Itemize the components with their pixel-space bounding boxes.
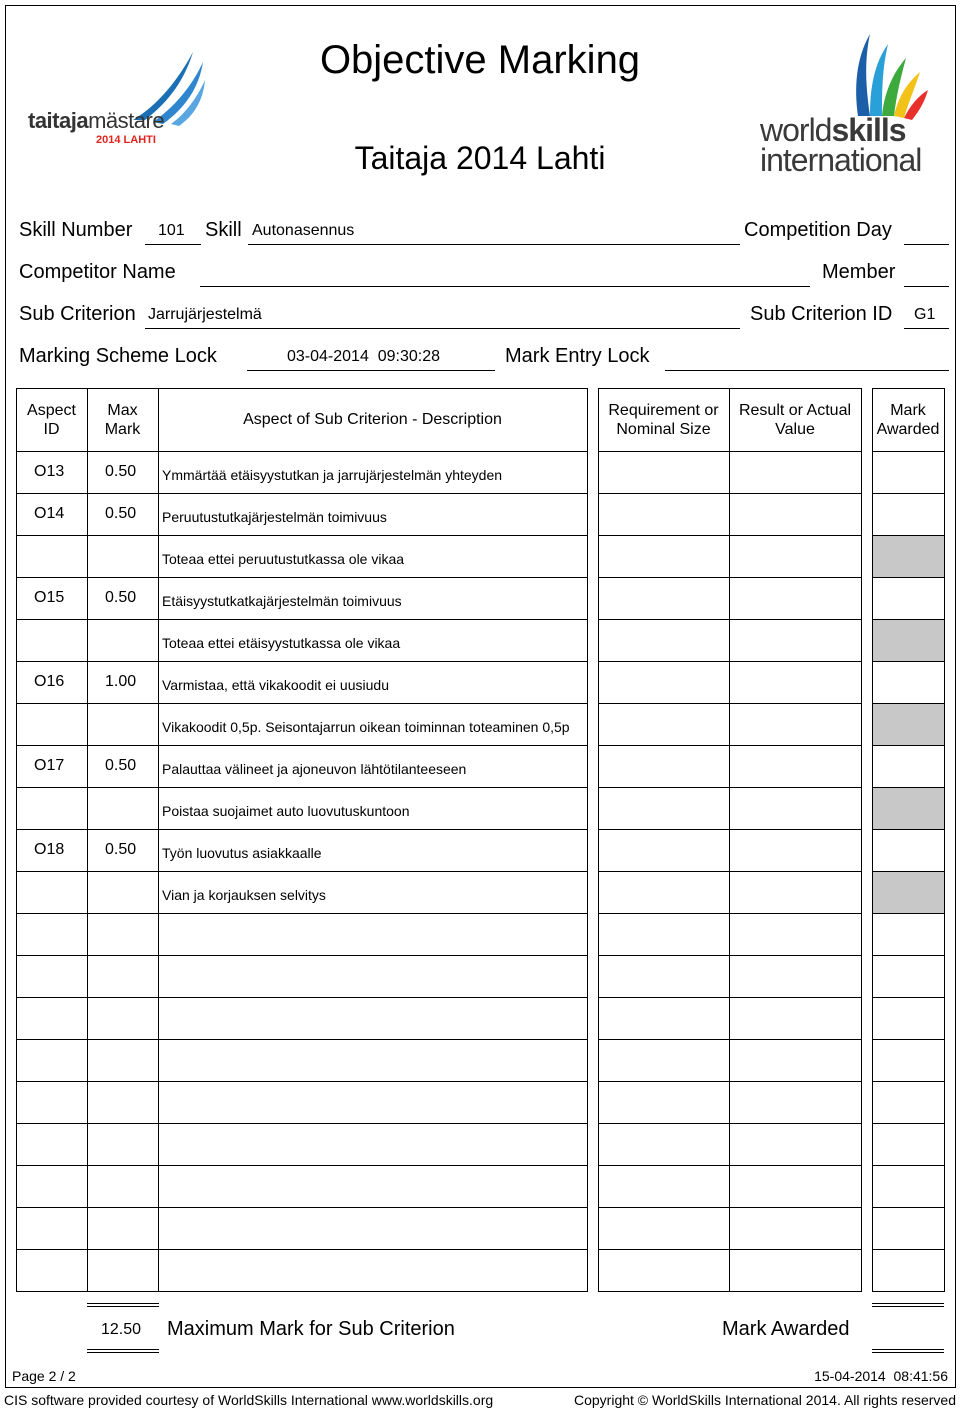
max-mark-cell xyxy=(87,1249,159,1292)
description-header: Aspect of Sub Criterion - Description xyxy=(243,411,502,428)
mark-awarded-cell[interactable] xyxy=(872,1165,945,1208)
mark-awarded-cell[interactable] xyxy=(872,1207,945,1250)
description-cell xyxy=(158,1249,588,1292)
requirement-cell[interactable] xyxy=(598,451,730,494)
mark-awarded-cell[interactable] xyxy=(872,1249,945,1292)
aspect-id-cell xyxy=(16,787,88,830)
max-mark-cell xyxy=(87,703,159,746)
aspect-description: Työn luovutus asiakkaalle xyxy=(162,845,322,861)
description-cell xyxy=(158,997,588,1040)
skill-number-value[interactable]: 101 xyxy=(158,222,185,239)
description-cell xyxy=(158,1081,588,1124)
logo-word-world: world xyxy=(760,112,832,148)
result-cell[interactable] xyxy=(729,1123,862,1166)
marking-scheme-lock-label: Marking Scheme Lock xyxy=(19,345,217,367)
result-cell[interactable] xyxy=(729,1207,862,1250)
requirement-cell[interactable] xyxy=(598,661,730,704)
max-mark-cell xyxy=(87,1039,159,1082)
aspect-id-cell xyxy=(16,1249,88,1292)
competitor-name-field[interactable] xyxy=(200,286,810,287)
aspect-description: Toteaa ettei etäisyystutkassa ole vikaa xyxy=(162,635,401,651)
max-mark: 0.50 xyxy=(105,841,137,858)
logo-word-international: international xyxy=(760,142,922,178)
description-cell xyxy=(158,1165,588,1208)
sub-criterion-label: Sub Criterion xyxy=(19,303,136,325)
aspect-id-cell xyxy=(16,619,88,662)
skill-value[interactable]: Autonasennus xyxy=(252,222,355,239)
max-mark-cell xyxy=(87,619,159,662)
footer-credit: CIS software provided courtesy of WorldSkills International www.worldskills.org xyxy=(4,1392,494,1408)
aspect-id-cell xyxy=(16,703,88,746)
aspect-description: Vikakoodit 0,5p. Seisontajarrun oikean toiminnan toteaminen 0,5p xyxy=(162,719,570,735)
result-cell[interactable] xyxy=(729,1249,862,1292)
aspect-id-cell xyxy=(16,535,88,578)
aspect-description: Poistaa suojaimet auto luovutuskuntoon xyxy=(162,803,410,819)
aspect-description: Varmistaa, että vikakoodit ei uusiudu xyxy=(162,677,389,693)
mark-awarded-cell xyxy=(872,787,945,830)
aspect-description: Vian ja korjauksen selvitys xyxy=(162,887,326,903)
mark-awarded-cell xyxy=(872,703,945,746)
result-cell[interactable] xyxy=(729,745,862,788)
member-field[interactable] xyxy=(904,286,949,287)
max-mark: 0.50 xyxy=(105,505,137,522)
aspect-id-cell xyxy=(16,997,88,1040)
aspect-id-cell xyxy=(16,1081,88,1124)
result-cell[interactable] xyxy=(729,703,862,746)
result-cell[interactable] xyxy=(729,493,862,536)
sub-criterion-value[interactable]: Jarrujärjestelmä xyxy=(148,306,262,323)
competitor-name-label: Competitor Name xyxy=(19,261,176,283)
skill-label: Skill xyxy=(205,219,242,241)
aspect-id: O14 xyxy=(34,505,65,522)
aspect-id-cell xyxy=(16,913,88,956)
aspect-description: Toteaa ettei peruutustutkassa ole vikaa xyxy=(162,551,405,567)
description-cell xyxy=(158,1039,588,1082)
mark-awarded-label: Mark Awarded xyxy=(722,1318,850,1340)
requirement-cell[interactable] xyxy=(598,1039,730,1082)
result-cell[interactable] xyxy=(729,955,862,998)
result-cell[interactable] xyxy=(729,661,862,704)
mark-awarded-total-field[interactable] xyxy=(872,1349,944,1353)
mark-awarded-cell[interactable] xyxy=(872,451,945,494)
page-subtitle: Taitaja 2014 Lahti xyxy=(354,140,606,176)
max-mark-total: 12.50 xyxy=(101,1321,142,1338)
result-cell[interactable] xyxy=(729,913,862,956)
mark-awarded-cell[interactable] xyxy=(872,1123,945,1166)
requirement-cell[interactable] xyxy=(598,1123,730,1166)
mark-entry-lock-label: Mark Entry Lock xyxy=(505,345,650,367)
result-cell[interactable] xyxy=(729,619,862,662)
logo-word-mastare: mästare xyxy=(88,108,165,133)
aspect-id: O13 xyxy=(34,463,65,480)
mark-awarded-cell xyxy=(872,619,945,662)
result-cell[interactable] xyxy=(729,997,862,1040)
mark-awarded-header: Mark Awarded xyxy=(876,401,940,438)
mark-awarded-cell[interactable] xyxy=(872,661,945,704)
skill-number-label: Skill Number xyxy=(19,219,133,241)
max-mark-cell xyxy=(87,997,159,1040)
mark-awarded-cell[interactable] xyxy=(872,1081,945,1124)
max-mark-cell xyxy=(87,787,159,830)
logo-word-taitaja: taitaja xyxy=(28,108,89,133)
result-header: Result or Actual Value xyxy=(738,401,852,438)
result-cell[interactable] xyxy=(729,829,862,872)
result-cell[interactable] xyxy=(729,871,862,914)
aspect-id-header: Aspect ID xyxy=(27,401,76,438)
requirement-cell[interactable] xyxy=(598,619,730,662)
aspect-id: O17 xyxy=(34,757,65,774)
description-cell xyxy=(158,955,588,998)
max-mark-cell xyxy=(87,1207,159,1250)
requirement-cell[interactable] xyxy=(598,829,730,872)
mark-awarded-cell[interactable] xyxy=(872,1039,945,1082)
max-mark-cell xyxy=(87,1123,159,1166)
aspect-id: O15 xyxy=(34,589,65,606)
result-cell[interactable] xyxy=(729,577,862,620)
aspect-description: Etäisyystutkatkajärjestelmän toimivuus xyxy=(162,593,402,609)
aspect-id: O16 xyxy=(34,673,65,690)
result-cell[interactable] xyxy=(729,451,862,494)
requirement-cell[interactable] xyxy=(598,745,730,788)
aspect-description: Ymmärtää etäisyystutkan ja jarrujärjestelmän yhteyden xyxy=(162,467,503,483)
aspect-id-cell xyxy=(16,1039,88,1082)
mark-awarded-cell xyxy=(872,535,945,578)
result-cell[interactable] xyxy=(729,1165,862,1208)
print-timestamp: 15-04-2014 08:41:56 xyxy=(814,1368,948,1384)
requirement-header: Requirement or Nominal Size xyxy=(608,401,719,438)
competition-day-field[interactable] xyxy=(904,244,949,245)
result-cell[interactable] xyxy=(729,1039,862,1082)
max-mark: 1.00 xyxy=(105,673,137,690)
aspect-id: O18 xyxy=(34,841,65,858)
marking-scheme-lock-value: 03-04-2014 09:30:28 xyxy=(287,348,441,365)
max-mark-label: Maximum Mark for Sub Criterion xyxy=(167,1318,455,1340)
mark-awarded-cell[interactable] xyxy=(872,955,945,998)
competition-day-label: Competition Day xyxy=(744,219,892,241)
aspect-id-cell xyxy=(16,955,88,998)
mark-awarded-cell[interactable] xyxy=(872,829,945,872)
mark-awarded-cell[interactable] xyxy=(872,913,945,956)
mark-entry-lock-field[interactable] xyxy=(665,370,949,371)
mark-awarded-cell[interactable] xyxy=(872,745,945,788)
aspect-id-cell xyxy=(16,1123,88,1166)
max-mark-cell xyxy=(87,1165,159,1208)
max-mark-cell xyxy=(87,955,159,998)
requirement-cell[interactable] xyxy=(598,703,730,746)
description-cell xyxy=(158,1207,588,1250)
aspect-id-cell xyxy=(16,1207,88,1250)
mark-awarded-cell[interactable] xyxy=(872,997,945,1040)
requirement-cell[interactable] xyxy=(598,871,730,914)
mark-awarded-cell[interactable] xyxy=(872,493,945,536)
result-cell[interactable] xyxy=(729,787,862,830)
max-mark-cell xyxy=(87,871,159,914)
description-cell xyxy=(158,913,588,956)
requirement-cell[interactable] xyxy=(598,535,730,578)
max-mark-cell xyxy=(87,1081,159,1124)
logo-word-skills: skills xyxy=(831,112,906,148)
page-number: Page 2 / 2 xyxy=(12,1368,76,1384)
aspect-description: Peruutustutkajärjestelmän toimivuus xyxy=(162,509,387,525)
sub-criterion-id-value[interactable]: G1 xyxy=(914,306,936,323)
member-label: Member xyxy=(822,261,896,283)
requirement-cell[interactable] xyxy=(598,1081,730,1124)
requirement-cell[interactable] xyxy=(598,787,730,830)
aspect-description: Palauttaa välineet ja ajoneuvon lähtötilanteeseen xyxy=(162,761,467,777)
requirement-cell[interactable] xyxy=(598,1207,730,1250)
requirement-cell[interactable] xyxy=(598,577,730,620)
max-mark: 0.50 xyxy=(105,757,137,774)
max-mark: 0.50 xyxy=(105,463,137,480)
footer-copyright: Copyright © WorldSkills International 2014. All rights reserved xyxy=(573,1392,956,1408)
sub-criterion-id-label: Sub Criterion ID xyxy=(750,303,893,325)
requirement-cell[interactable] xyxy=(598,1249,730,1292)
page-title: Objective Marking xyxy=(319,38,641,82)
description-cell xyxy=(158,1123,588,1166)
requirement-cell[interactable] xyxy=(598,997,730,1040)
max-mark-cell xyxy=(87,913,159,956)
result-cell[interactable] xyxy=(729,1081,862,1124)
mark-awarded-cell xyxy=(872,871,945,914)
result-cell[interactable] xyxy=(729,535,862,578)
max-mark-header: Max Mark xyxy=(104,401,141,438)
logo-year: 2014 LAHTI xyxy=(96,134,156,146)
requirement-cell[interactable] xyxy=(598,493,730,536)
max-mark: 0.50 xyxy=(105,589,137,606)
max-mark-cell xyxy=(87,535,159,578)
requirement-cell[interactable] xyxy=(598,913,730,956)
aspect-id-cell xyxy=(16,1165,88,1208)
mark-awarded-cell[interactable] xyxy=(872,577,945,620)
requirement-cell[interactable] xyxy=(598,955,730,998)
requirement-cell[interactable] xyxy=(598,1165,730,1208)
aspect-id-cell xyxy=(16,871,88,914)
